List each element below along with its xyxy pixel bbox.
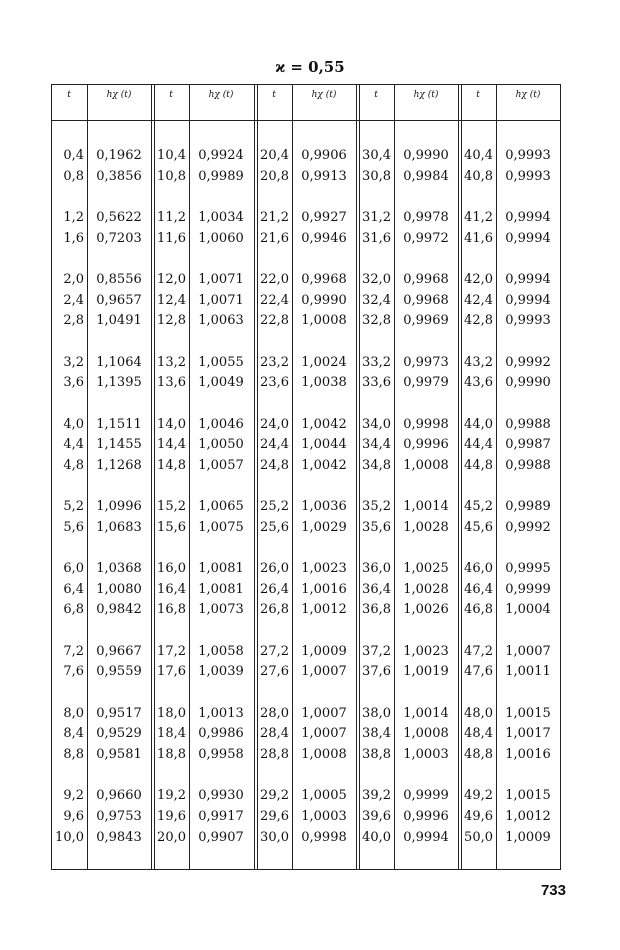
cell-t: 22,8 [260,313,289,329]
cell-h: 0,9990 [505,375,551,391]
cell-h: 1,0034 [198,210,244,225]
header-h: hχ (t) [106,90,132,100]
cell-t: 4,4 [63,437,84,453]
cell-t: 3,2 [63,354,84,370]
cell-t: 36,8 [362,602,391,618]
cell-t: 10,8 [157,168,186,184]
cell-t: 30,0 [260,829,289,845]
cell-t: 34,8 [362,457,391,473]
cell-h: 0,9993 [505,148,551,163]
cell-t: 28,8 [260,747,289,762]
cell-h: 1,0028 [403,581,449,597]
cell-h: 0,8556 [96,272,142,287]
cell-t: 27,6 [260,664,289,680]
cell-h: 1,0015 [505,788,551,804]
cell-h: 1,0028 [403,519,449,535]
cell-t: 13,2 [157,354,186,370]
cell-t: 3,6 [63,375,84,391]
cell-h: 0,9988 [505,457,551,473]
data-table [51,84,561,870]
cell-h: 0,9990 [403,148,449,163]
header-t: t [476,90,480,100]
cell-h: 0,9917 [198,809,244,824]
cell-h: 0,9989 [198,168,244,184]
cell-h: 1,0017 [505,726,551,742]
cell-t: 23,2 [260,354,289,370]
cell-h: 0,9968 [403,272,449,287]
column-rule [356,84,357,870]
cell-h: 1,0080 [96,581,142,597]
cell-t: 8,0 [63,705,84,721]
cell-h: 1,0491 [96,313,142,329]
cell-h: 1,0039 [198,664,244,680]
cell-h: 1,0007 [505,643,551,659]
cell-t: 8,4 [63,726,84,742]
cell-h: 0,9969 [403,313,449,329]
cell-t: 25,2 [260,499,289,515]
cell-h: 0,9842 [96,602,142,618]
cell-t: 27,2 [260,643,289,659]
cell-t: 35,2 [362,499,391,515]
cell-t: 46,0 [464,561,493,577]
cell-t: 40,4 [464,148,493,163]
cell-h: 0,9667 [96,643,142,659]
cell-h: 1,0009 [505,829,551,845]
header-rule [51,120,561,121]
cell-t: 35,6 [362,519,391,535]
cell-t: 37,6 [362,664,391,680]
cell-h: 0,9958 [198,747,244,762]
cell-h: 1,0007 [301,705,347,721]
cell-h: 0,9529 [96,726,142,742]
cell-t: 29,6 [260,809,289,824]
cell-h: 0,9988 [505,416,551,432]
cell-t: 33,6 [362,375,391,391]
cell-t: 38,0 [362,705,391,721]
cell-t: 4,8 [63,457,84,473]
cell-t: 23,6 [260,375,289,391]
cell-t: 29,2 [260,788,289,804]
cell-t: 41,2 [464,210,493,225]
cell-h: 0,9995 [505,561,551,577]
cell-h: 1,0065 [198,499,244,515]
cell-h: 1,0055 [198,354,244,370]
cell-h: 1,0026 [403,602,449,618]
cell-t: 32,0 [362,272,391,287]
cell-t: 22,4 [260,292,289,308]
cell-t: 46,8 [464,602,493,618]
cell-h: 0,9992 [505,519,551,535]
cell-t: 12,4 [157,292,186,308]
cell-h: 1,0063 [198,313,244,329]
cell-h: 1,0368 [96,561,142,577]
cell-h: 1,0081 [198,561,244,577]
cell-h: 1,0009 [301,643,347,659]
cell-t: 1,6 [63,230,84,246]
cell-h: 1,1268 [96,457,142,473]
cell-t: 18,8 [157,747,186,762]
cell-t: 20,4 [260,148,289,163]
cell-h: 0,9968 [301,272,347,287]
cell-h: 1,0071 [198,272,244,287]
header-t: t [67,90,71,100]
cell-t: 5,2 [63,499,84,515]
cell-t: 32,8 [362,313,391,329]
cell-h: 1,0008 [301,747,347,762]
cell-t: 2,8 [63,313,84,329]
cell-t: 42,0 [464,272,493,287]
cell-h: 0,9996 [403,437,449,453]
cell-h: 1,0073 [198,602,244,618]
cell-h: 0,9927 [301,210,347,225]
cell-t: 9,2 [63,788,84,804]
cell-t: 0,8 [63,168,84,184]
cell-t: 47,6 [464,664,493,680]
cell-h: 0,9930 [198,788,244,804]
cell-t: 8,8 [63,747,84,762]
cell-h: 1,0046 [198,416,244,432]
header-h: hχ (t) [413,90,439,100]
header-h: hχ (t) [311,90,337,100]
cell-t: 9,6 [63,809,84,824]
page-title: ϰ = 0,55 [275,58,345,76]
cell-t: 44,0 [464,416,493,432]
cell-t: 14,8 [157,457,186,473]
cell-h: 1,0025 [403,561,449,577]
cell-t: 10,4 [157,148,186,163]
cell-t: 32,4 [362,292,391,308]
cell-h: 0,9972 [403,230,449,246]
header-h: hχ (t) [208,90,234,100]
cell-t: 44,8 [464,457,493,473]
cell-h: 1,0050 [198,437,244,453]
cell-t: 2,4 [63,292,84,308]
cell-h: 0,9998 [301,829,347,845]
cell-h: 0,9994 [505,292,551,308]
cell-h: 1,0060 [198,230,244,246]
cell-h: 0,9657 [96,292,142,308]
cell-t: 17,2 [157,643,186,659]
cell-t: 15,2 [157,499,186,515]
cell-h: 0,9998 [403,416,449,432]
column-rule [560,84,561,870]
cell-h: 1,1064 [96,354,142,370]
cell-h: 1,1395 [96,375,142,391]
cell-h: 0,3856 [96,168,142,184]
cell-h: 0,9992 [505,354,551,370]
header-t: t [169,90,173,100]
cell-t: 45,6 [464,519,493,535]
cell-h: 1,0996 [96,499,142,515]
cell-t: 21,6 [260,230,289,246]
cell-h: 1,0081 [198,581,244,597]
cell-h: 1,0029 [301,519,347,535]
cell-t: 12,8 [157,313,186,329]
cell-t: 50,0 [464,829,493,845]
cell-h: 1,0016 [505,747,551,762]
cell-t: 34,4 [362,437,391,453]
cell-t: 15,6 [157,519,186,535]
cell-t: 7,6 [63,664,84,680]
cell-t: 30,4 [362,148,391,163]
cell-t: 26,8 [260,602,289,618]
cell-t: 22,0 [260,272,289,287]
cell-t: 12,0 [157,272,186,287]
cell-h: 1,0015 [505,705,551,721]
cell-t: 49,6 [464,809,493,824]
cell-h: 0,9559 [96,664,142,680]
cell-h: 0,9994 [505,230,551,246]
cell-t: 38,8 [362,747,391,762]
cell-t: 46,4 [464,581,493,597]
cell-h: 1,0012 [301,602,347,618]
column-rule [254,84,255,870]
cell-t: 17,6 [157,664,186,680]
cell-h: 1,0058 [198,643,244,659]
cell-h: 1,0019 [403,664,449,680]
cell-h: 1,0012 [505,809,551,824]
cell-t: 20,8 [260,168,289,184]
cell-h: 0,9907 [198,829,244,845]
cell-t: 21,2 [260,210,289,225]
cell-t: 31,2 [362,210,391,225]
table-bottom-rule [51,869,561,870]
cell-t: 0,4 [63,148,84,163]
cell-h: 1,0003 [403,747,449,762]
cell-t: 2,0 [63,272,84,287]
column-rule [51,84,52,870]
cell-h: 0,7203 [96,230,142,246]
cell-h: 0,9999 [403,788,449,804]
page-number: 733 [540,882,566,899]
cell-h: 0,9517 [96,705,142,721]
cell-h: 0,9990 [301,292,347,308]
cell-t: 14,4 [157,437,186,453]
cell-t: 19,6 [157,809,186,824]
cell-h: 1,0014 [403,705,449,721]
cell-h: 0,9973 [403,354,449,370]
cell-t: 39,6 [362,809,391,824]
cell-t: 48,0 [464,705,493,721]
cell-h: 0,9843 [96,829,142,845]
cell-h: 0,9906 [301,148,347,163]
cell-h: 0,9989 [505,499,551,515]
cell-t: 4,0 [63,416,84,432]
cell-t: 18,4 [157,726,186,742]
cell-h: 0,9753 [96,809,142,824]
cell-t: 45,2 [464,499,493,515]
cell-t: 44,4 [464,437,493,453]
cell-h: 1,0683 [96,519,142,535]
cell-h: 1,0008 [301,313,347,329]
cell-t: 37,2 [362,643,391,659]
cell-t: 16,4 [157,581,186,597]
cell-t: 25,6 [260,519,289,535]
cell-h: 1,0044 [301,437,347,453]
cell-h: 0,9999 [505,581,551,597]
cell-h: 0,9994 [403,829,449,845]
cell-h: 0,9993 [505,168,551,184]
cell-h: 1,0023 [301,561,347,577]
table-top-rule [51,84,561,85]
cell-h: 1,0057 [198,457,244,473]
cell-t: 16,8 [157,602,186,618]
cell-t: 11,2 [157,210,186,225]
cell-t: 6,0 [63,561,84,577]
cell-h: 0,9993 [505,313,551,329]
cell-h: 1,0038 [301,375,347,391]
cell-t: 24,0 [260,416,289,432]
cell-t: 28,4 [260,726,289,742]
cell-h: 1,0004 [505,602,551,618]
cell-h: 0,9913 [301,168,347,184]
cell-t: 11,6 [157,230,186,246]
cell-t: 40,8 [464,168,493,184]
cell-t: 49,2 [464,788,493,804]
cell-h: 1,0007 [301,664,347,680]
cell-h: 0,9946 [301,230,347,246]
cell-t: 26,0 [260,561,289,577]
cell-t: 24,4 [260,437,289,453]
cell-t: 43,6 [464,375,493,391]
header-t: t [272,90,276,100]
cell-t: 39,2 [362,788,391,804]
cell-t: 38,4 [362,726,391,742]
cell-t: 14,0 [157,416,186,432]
cell-h: 0,9987 [505,437,551,453]
cell-t: 7,2 [63,643,84,659]
cell-t: 26,4 [260,581,289,597]
cell-t: 5,6 [63,519,84,535]
cell-h: 1,0042 [301,416,347,432]
cell-h: 0,9979 [403,375,449,391]
cell-h: 0,9660 [96,788,142,804]
cell-t: 18,0 [157,705,186,721]
cell-t: 6,8 [63,602,84,618]
cell-h: 1,0007 [301,726,347,742]
cell-t: 40,0 [362,829,391,845]
column-rule [151,84,152,870]
cell-h: 1,0011 [505,664,551,680]
cell-h: 1,0023 [403,643,449,659]
cell-t: 10,0 [55,829,84,845]
cell-h: 1,1455 [96,437,142,453]
cell-h: 1,0036 [301,499,347,515]
cell-t: 16,0 [157,561,186,577]
cell-h: 1,0008 [403,726,449,742]
cell-h: 1,0014 [403,499,449,515]
cell-h: 1,0016 [301,581,347,597]
cell-h: 0,9968 [403,292,449,308]
cell-h: 1,0003 [301,809,347,824]
cell-t: 13,6 [157,375,186,391]
cell-t: 36,0 [362,561,391,577]
cell-t: 43,2 [464,354,493,370]
cell-h: 1,0013 [198,705,244,721]
cell-t: 48,4 [464,726,493,742]
cell-h: 0,9996 [403,809,449,824]
cell-h: 0,9994 [505,272,551,287]
cell-t: 1,2 [63,210,84,225]
header-t: t [374,90,378,100]
cell-t: 34,0 [362,416,391,432]
cell-t: 36,4 [362,581,391,597]
cell-t: 24,8 [260,457,289,473]
cell-h: 1,0024 [301,354,347,370]
cell-t: 6,4 [63,581,84,597]
cell-t: 19,2 [157,788,186,804]
cell-h: 1,0049 [198,375,244,391]
cell-h: 0,9984 [403,168,449,184]
cell-h: 1,0042 [301,457,347,473]
cell-h: 0,9924 [198,148,244,163]
cell-h: 1,0075 [198,519,244,535]
cell-t: 47,2 [464,643,493,659]
cell-h: 0,9994 [505,210,551,225]
cell-t: 28,0 [260,705,289,721]
cell-h: 1,0008 [403,457,449,473]
cell-t: 20,0 [157,829,186,845]
header-h: hχ (t) [515,90,541,100]
cell-h: 0,9986 [198,726,244,742]
cell-h: 0,5622 [96,210,142,225]
cell-t: 42,8 [464,313,493,329]
cell-h: 1,0005 [301,788,347,804]
cell-h: 1,1511 [96,416,142,432]
cell-t: 33,2 [362,354,391,370]
cell-t: 31,6 [362,230,391,246]
cell-h: 1,0071 [198,292,244,308]
cell-h: 0,9978 [403,210,449,225]
cell-h: 0,9581 [96,747,142,762]
cell-t: 41,6 [464,230,493,246]
column-rule [458,84,459,870]
cell-t: 48,8 [464,747,493,762]
cell-t: 42,4 [464,292,493,308]
cell-h: 0,1962 [96,148,142,163]
cell-t: 30,8 [362,168,391,184]
